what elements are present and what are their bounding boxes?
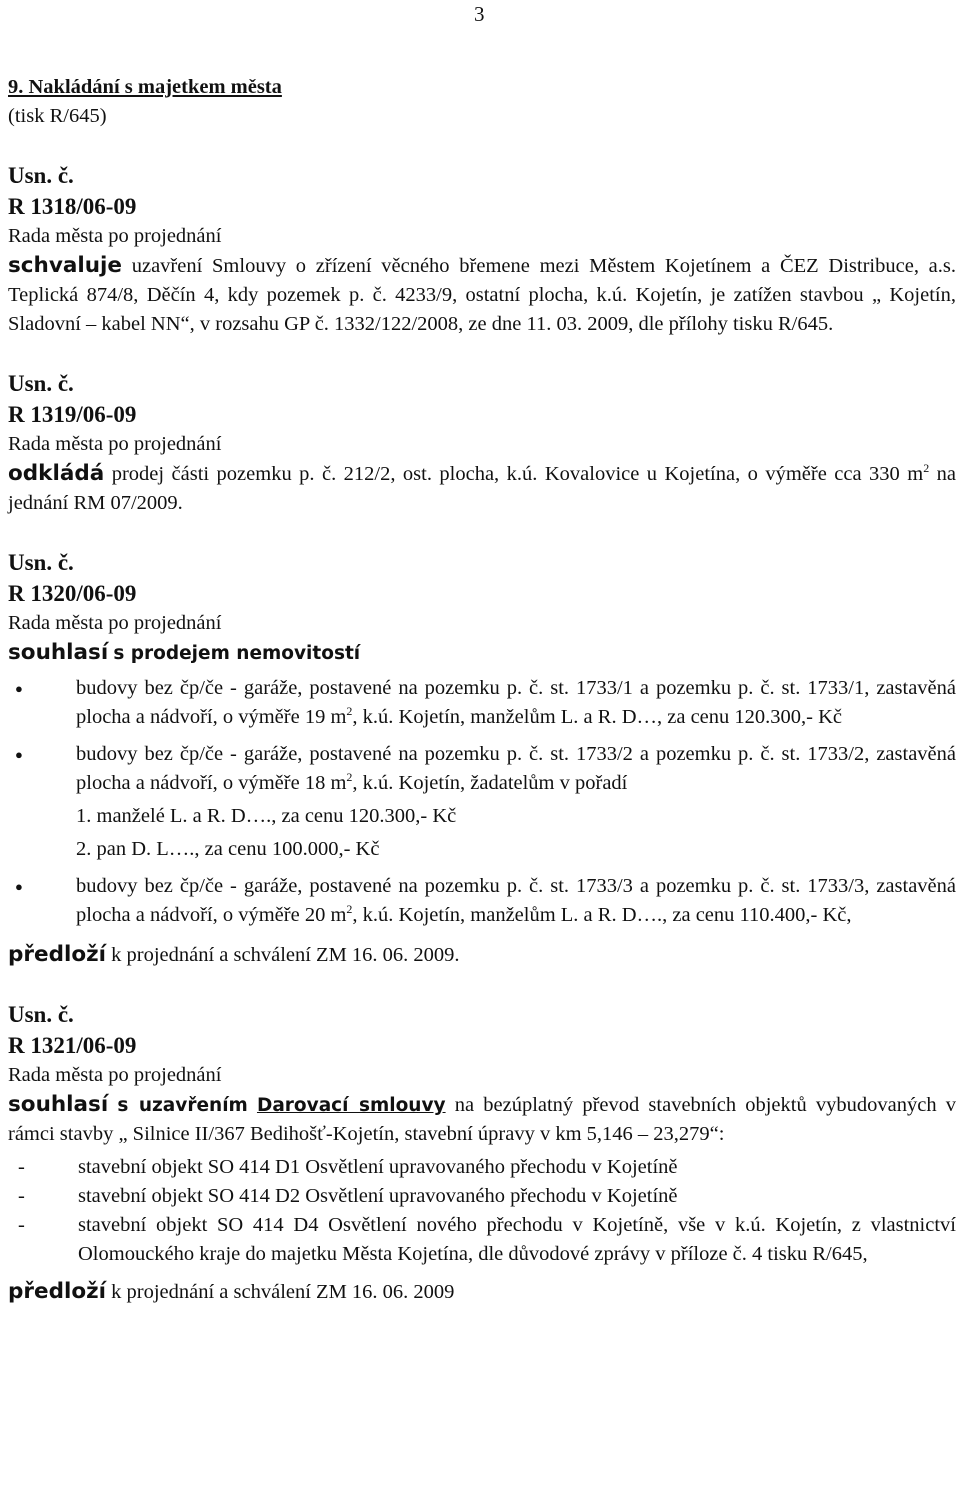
document-body: [8, 73, 956, 1307]
objects-list: [8, 1153, 956, 1269]
council-line: Rada města po projednání: [8, 612, 222, 634]
list-item: 1. manželé L. a R. D…., za cenu 120.300,- Kč: [76, 805, 457, 827]
forwarding-verb: předloží: [8, 1279, 106, 1304]
resolution-1319: [8, 368, 956, 518]
resolution-verb: souhlasí: [8, 640, 109, 665]
applicant-order-list: [76, 802, 956, 864]
superscript: 2: [346, 770, 353, 785]
contract-name: Darovací smlouvy: [256, 1095, 446, 1116]
resolution-text: [8, 459, 956, 518]
forwarding-text: k projednání a schválení ZM 16. 06. 2009.: [106, 944, 460, 966]
resolution-verb: odkládá: [8, 461, 105, 486]
list-item: [76, 872, 956, 930]
resolution-verb: schvaluje: [8, 253, 122, 278]
resolution-text: [8, 638, 956, 668]
resolution-label: Usn. č.: [8, 1002, 74, 1027]
resolution-label: Usn. č.: [8, 163, 74, 188]
list-item: [76, 674, 956, 732]
item-text: budovy bez čp/če - garáže, postavené na pozemku p. č. st. 1733/1 a pozemku p. č. st. 1733/1, zastavěná plocha a nádvoří, o výměře 19 m: [76, 677, 956, 728]
resolution-number: R 1318/06-09: [8, 194, 137, 219]
superscript: 2: [346, 704, 353, 719]
forwarding-line: [8, 940, 956, 970]
resolution-verb-rest: s uzavřením: [117, 1095, 248, 1116]
section-title: 9. Nakládání s majetkem města: [8, 76, 282, 98]
property-list: [8, 674, 956, 930]
council-line: Rada města po projednání: [8, 1064, 222, 1086]
resolution-text: [8, 251, 956, 339]
item-text-end: , k.ú. Kojetín, žadatelům v pořadí: [352, 772, 628, 794]
resolution-label: Usn. č.: [8, 550, 74, 575]
list-item: - stavební objekt SO 414 D2 Osvětlení upravovaného přechodu v Kojetíně: [78, 1182, 956, 1211]
section-subtitle: (tisk R/645): [8, 105, 107, 127]
list-item: [76, 740, 956, 864]
page-number: 3: [474, 2, 485, 26]
resolution-number: R 1319/06-09: [8, 402, 137, 427]
resolution-body: prodej části pozemku p. č. 212/2, ost. plocha, k.ú. Kovalovice u Kojetína, o výměře cca 330 m: [111, 463, 924, 485]
forwarding-text: k projednání a schválení ZM 16. 06. 2009: [106, 1281, 455, 1303]
resolution-body: na bezúplatný převod stavebních objektů vybudovaných v rámci stavby „ Silnice II/367 Bedihošť-Kojetín, stavební úpravy v km 5,146 – 23,279“:: [8, 1094, 956, 1145]
resolution-verb: souhlasí: [8, 1092, 109, 1117]
list-item: 2. pan D. L…., za cenu 100.000,- Kč: [76, 838, 380, 860]
list-item: - stavební objekt SO 414 D4 Osvětlení nového přechodu v Kojetíně, vše v k.ú. Kojetín, z vlastnictví Olomouckého kraje do majetku Města Kojetína, dle důvodové zprávy v příloze č. 4 tisku R/645,: [78, 1211, 956, 1269]
council-line: Rada města po projednání: [8, 225, 222, 247]
resolution-body-end: na jednání RM 07/2009.: [8, 463, 956, 514]
forwarding-line: [8, 1277, 956, 1307]
resolution-text: [8, 1090, 956, 1149]
forwarding-verb: předloží: [8, 942, 106, 967]
item-text: budovy bez čp/če - garáže, postavené na pozemku p. č. st. 1733/3 a pozemku p. č. st. 1733/3, zastavěná plocha a nádvoří, o výměře 20 m: [76, 875, 956, 926]
item-text-end: , k.ú. Kojetín, manželům L. a R. D…., za cenu 110.400,- Kč,: [352, 904, 852, 926]
resolution-number: R 1321/06-09: [8, 1033, 137, 1058]
item-text-end: , k.ú. Kojetín, manželům L. a R. D…, za cenu 120.300,- Kč: [352, 706, 843, 728]
resolution-number: R 1320/06-09: [8, 581, 137, 606]
resolution-label: Usn. č.: [8, 371, 74, 396]
resolution-verb-rest: s prodejem nemovitostí: [113, 643, 361, 664]
resolution-1320: [8, 547, 956, 970]
resolution-body: uzavření Smlouvy o zřízení věcného břemene mezi Městem Kojetínem a ČEZ Distribuce, a.s. Teplická 874/8, Děčín 4, kdy pozemek p. č. 4233/9, ostatní plocha, k.ú. Kojetín, je zatížen stavbou „ Kojetín, Sladovní – kabel NN“, v rozsahu GP č. 1332/122/2008, ze dne 11. 03. 2009, dle přílohy tisku R/645.: [8, 255, 957, 335]
council-line: Rada města po projednání: [8, 433, 222, 455]
list-item: - stavební objekt SO 414 D1 Osvětlení upravovaného přechodu v Kojetíně: [78, 1153, 956, 1182]
superscript: 2: [923, 461, 930, 476]
item-text: budovy bez čp/če - garáže, postavené na pozemku p. č. st. 1733/2 a pozemku p. č. st. 1733/2, zastavěná plocha a nádvoří, o výměře 18 m: [76, 743, 956, 794]
resolution-1321: [8, 999, 956, 1307]
superscript: 2: [346, 902, 353, 917]
resolution-1318: [8, 160, 956, 339]
